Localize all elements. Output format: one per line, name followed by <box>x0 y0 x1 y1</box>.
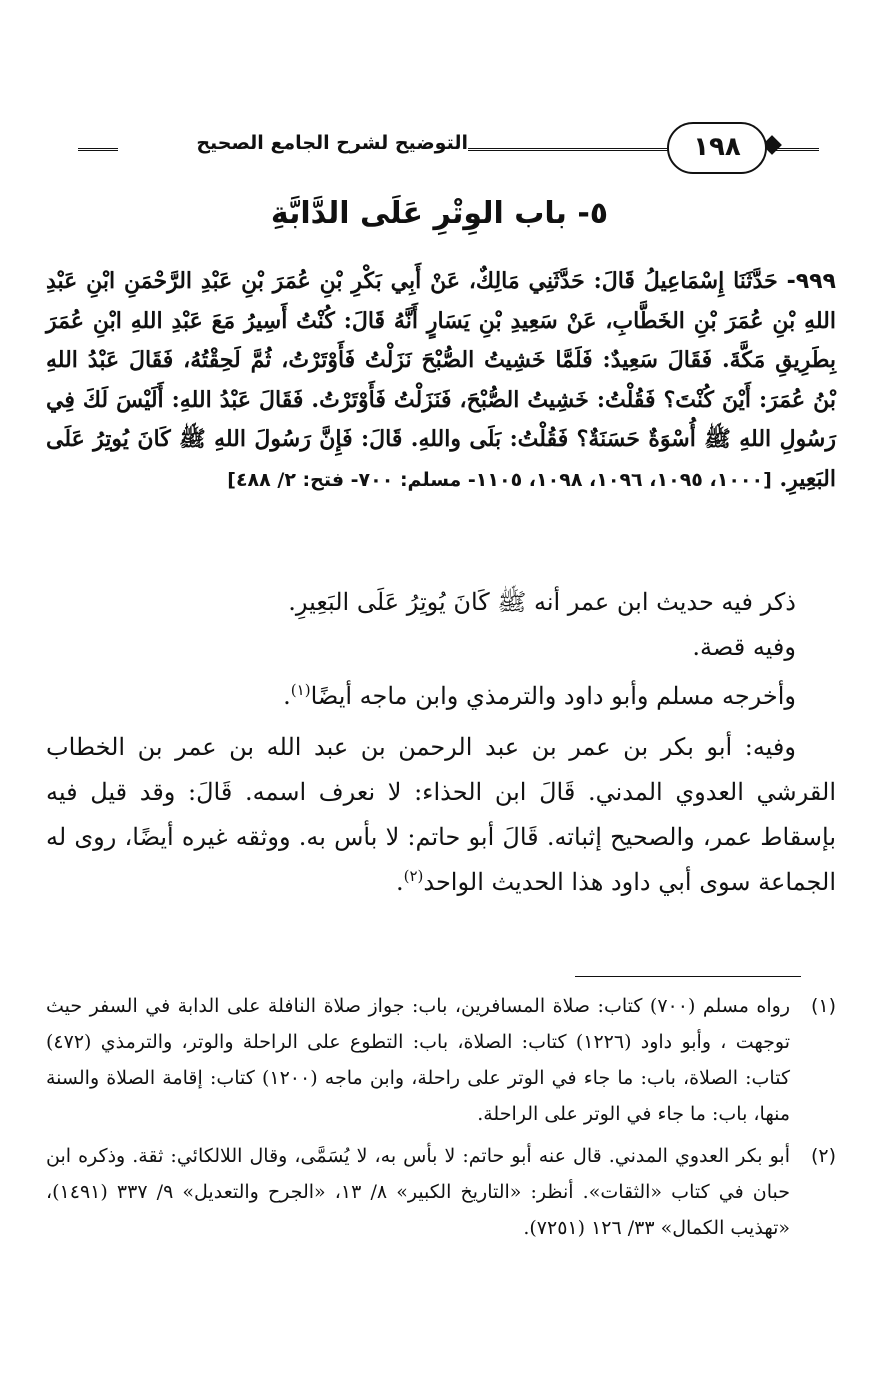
chapter-heading: ٥- باب الوِتْرِ عَلَى الدَّابَّةِ <box>270 196 609 231</box>
footnote-text: أبو بكر العدوي المدني. قال عنه أبو حاتم: لا بأس به، لا يُسَمَّى، وقال اللالكائي: ثقة. وذكره ابن حبان في كتاب «الثقات». أنظر: «التاريخ الكبير» ٨/ ١٣، «الجرح والتعديل» ٩/ ٣٣٧ (١٤٩١)، «تهذيب الكمال» ٣٣/ ١٢٦ (٧٢٥١). <box>46 1145 791 1239</box>
running-title: التوضيح لشرح الجامع الصحيح <box>196 132 468 154</box>
footnote <box>46 1138 836 1246</box>
footnote-number: (٢) <box>810 1145 836 1167</box>
commentary-text: وفيه: أبو بكر بن عمر بن عبد الرحمن بن عبد الله بن عمر بن الخطاب القرشي العدوي المدني. قَالَ ابن الحذاء: لا نعرف اسمه. قَالَ: وقد قيل فيه بإسقاط عمر، والصحيح إثباته. قَالَ أبو حاتم: لا بأس به. ووثقه غيره أيضًا، روى له الجماعة سوى أبي داود هذا الحديث الواحد <box>46 733 836 896</box>
commentary-text: وأخرجه مسلم وأبو داود والترمذي وابن ماجه أيضًا <box>310 682 796 710</box>
footnote-text: رواه مسلم (٧٠٠) كتاب: صلاة المسافرين، باب: جواز صلاة النافلة على الدابة في السفر حيث توجهت ، وأبو داود (١٢٢٦) كتاب: الصلاة، باب: التطوع على الراحلة والوتر، والترمذي (٤٧٢) كتاب: الصلاة، باب: ما جاء في الوتر على راحلة، وابن ماجه (١٢٠٠) كتاب: إقامة الصلاة والسنة منها، باب: ما جاء في الوتر على الراحلة. <box>46 995 791 1125</box>
footnote-reference[interactable]: (٢) <box>403 867 424 885</box>
commentary-paragraph: وفيه قصة. <box>692 633 796 661</box>
running-header <box>60 118 819 178</box>
header-rule-middle <box>468 148 699 151</box>
header-rule-right <box>775 148 819 151</box>
commentary-paragraph: وأخرجه مسلم وأبو داود والترمذي وابن ماجه أيضًا$^{(١)}$. <box>283 681 796 710</box>
footnote-reference[interactable]: (١) <box>290 681 311 699</box>
footnotes-block <box>46 988 836 1252</box>
hadith-text: حَدَّثَنَا إِسْمَاعِيلُ قَالَ: حَدَّثَنِي مَالِكٌ، عَنْ أَبِي بَكْرِ بْنِ عُمَرَ بْنِ عَبْدِ الرَّحْمَنِ ابْنِ عَبْدِ اللهِ بْنِ عُمَرَ بْنِ الخَطَّابِ، عَنْ سَعِيدِ بْنِ يَسَارٍ أَنَّهُ قَالَ: كُنْتُ أَسِيرُ مَعَ عَبْدِ اللهِ ابْنِ عُمَرَ بِطَرِيقِ مَكَّةَ. فَقَالَ سَعِيدٌ: فَلَمَّا خَشِيتُ الصُّبْحَ نَزَلْتُ فَأَوْتَرْتُ، ثُمَّ لَحِقْتُهُ، فَقَالَ عَبْدُ اللهِ بْنُ عُمَرَ: أَيْنَ كُنْتَ؟ فَقُلْتُ: خَشِيتُ الصُّبْحَ، فَنَزَلْتُ فَأَوْتَرْتُ. فَقَالَ عَبْدُ اللهِ: أَلَيْسَ لَكَ فِي رَسُولِ اللهِ ﷺ أُسْوَةٌ حَسَنَةٌ؟ فَقُلْتُ: بَلَى واللهِ. قَالَ: فَإِنَّ رَسُولَ اللهِ ﷺ كَانَ يُوتِرُ عَلَى البَعِيرِ. <box>46 268 836 492</box>
commentary-paragraph: وفيه: أبو بكر بن عمر بن عبد الرحمن بن عبد الله بن عمر بن الخطاب القرشي العدوي المدني. قَالَ ابن الحذاء: لا نعرف اسمه. قَالَ: وقد قيل فيه بإسقاط عمر، والصحيح إثباته. قَالَ أبو حاتم: لا بأس به. ووثقه غيره أيضًا، روى له الجماعة سوى أبي داود هذا الحديث الواحد$^{(٢)}$. <box>46 733 836 896</box>
hadith-number: ٩٩٩- <box>786 269 836 294</box>
commentary-block <box>46 580 836 905</box>
header-rule-left <box>78 148 118 151</box>
page-number: ١٩٨ <box>667 122 767 174</box>
footnote <box>46 988 836 1132</box>
footnote-number: (١) <box>810 995 836 1017</box>
hadith-text-block <box>46 262 836 500</box>
hadith-references: [١٠٠٠، ١٠٩٥، ١٠٩٦، ١٠٩٨، ١١٠٥- مسلم: ٧٠٠- فتح: ٢/ ٤٨٨] <box>227 468 772 491</box>
footnote-separator <box>575 976 801 977</box>
commentary-paragraph: ذكر فيه حديث ابن عمر أنه ﷺ كَانَ يُوتِرُ عَلَى البَعِيرِ. <box>288 588 796 616</box>
